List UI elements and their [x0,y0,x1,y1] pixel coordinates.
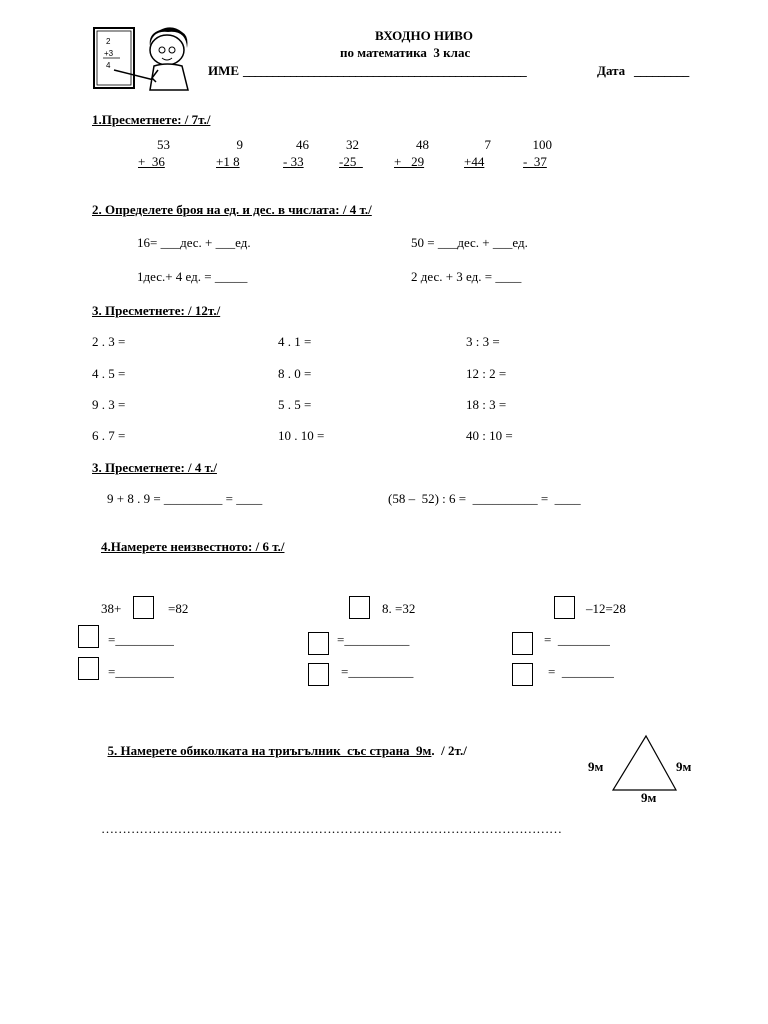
task3-r1-c2: 4 . 1 = [278,334,312,349]
date-field[interactable]: _________ [634,63,689,78]
date-label: Дата [597,63,626,78]
task4-eq3-box[interactable] [554,596,575,619]
task5-heading [101,727,467,759]
task3-r4-c3: 40 : 10 = [466,428,513,443]
task3b-heading: 3. Пресметнете: / 4 т./ [92,460,217,475]
task3-r3-c1: 9 . 3 = [92,397,126,412]
task4-b1-answer[interactable]: =__________ [337,632,410,647]
triangle-side-left: 9м [588,759,604,774]
task3-r2-c1: 4 . 5 = [92,366,126,381]
task4-a1-box[interactable] [78,625,99,648]
task3-r4-c1: 6 . 7 = [92,428,126,443]
task4-eq2-right: 8. =32 [382,601,416,616]
task4-a2-box[interactable] [78,657,99,680]
task3-r2-c2: 8 . 0 = [278,366,312,381]
task4-c2-box[interactable] [512,663,533,686]
task1-bottom-2: +1 8 [216,154,240,169]
task2-line-2: 50 = ___дес. + ___ед. [411,235,528,250]
name-label: ИМЕ [208,63,240,78]
task4-eq3-right: –12=28 [586,601,626,616]
task1-top-5: 48 [416,137,429,152]
board-line-3: 4 [106,61,111,70]
task1-bottom-3: - 33 [283,154,304,169]
task4-b2-answer[interactable]: =__________ [341,664,414,679]
task1-top-7: 100 [532,137,552,152]
task5-heading-main: 5. Намерете обиколката на триъгълник със страна 9м [107,743,432,758]
task1-top-6: 7 [484,137,491,152]
task4-a1-answer[interactable]: =_________ [108,632,174,647]
task5-heading-tail: . / 2т./ [431,743,467,758]
task1-top-2: 9 [236,137,243,152]
task3-heading: 3. Пресметнете: / 12т./ [92,303,221,318]
task1-bottom-4: -25 [339,154,363,169]
task2-line-1: 16= ___дес. + ___ед. [137,235,251,250]
triangle-figure [600,732,680,794]
task1-top-1: 53 [157,137,170,152]
name-field[interactable]: ________________________________________________ [243,63,527,78]
task4-c2-answer[interactable]: = ________ [548,664,614,679]
board-line-1: 2 [106,37,111,46]
task3-r2-c3: 12 : 2 = [466,366,507,381]
task4-c1-box[interactable] [512,632,533,655]
task4-b1-box[interactable] [308,632,329,655]
task2-line-3: 1дес.+ 4 ед. = _____ [137,269,248,284]
task4-b2-box[interactable] [308,663,329,686]
page-title: ВХОДНО НИВО [375,28,473,43]
board-line-2: +3 [104,49,114,58]
task1-bottom-6: +44 [464,154,485,169]
task4-eq1-box[interactable] [133,596,154,619]
task1-bottom-1: + 36 [138,154,165,169]
task3-r1-c1: 2 . 3 = [92,334,126,349]
task3b-expr-1: 9 + 8 . 9 = _________ = ____ [107,491,263,506]
task3-r3-c2: 5 . 5 = [278,397,312,412]
task1-top-4: 32 [346,137,359,152]
task1-top-3: 46 [296,137,309,152]
task1-bottom-5: + 29 [394,154,425,169]
task3-r1-c3: 3 : 3 = [466,334,500,349]
task5-answer-line[interactable]: ……………………………………………………………………………………………… [101,821,562,836]
task3-r4-c2: 10 . 10 = [278,428,325,443]
task2-heading: 2. Определете броя на ед. и дес. в числата: / 4 т./ [92,202,372,217]
teacher-board-illustration [92,26,196,92]
task4-eq1-right: =82 [168,601,189,616]
task3b-expr-2: (58 – 52) : 6 = __________ = ____ [388,491,581,506]
triangle-side-right: 9м [676,759,692,774]
task3-r3-c3: 18 : 3 = [466,397,507,412]
task4-a2-answer[interactable]: =_________ [108,664,174,679]
triangle-side-bottom: 9м [641,790,657,805]
task1-heading: 1.Пресметнете: / 7т./ [92,112,211,127]
page-subtitle: по математика 3 клас [340,45,471,60]
task2-line-4: 2 дес. + 3 ед. = ____ [411,269,522,284]
task4-heading: 4.Намерете неизвестното: / 6 т./ [101,539,285,554]
task1-bottom-7: - 37 [523,154,547,169]
task4-c1-answer[interactable]: = ________ [544,632,610,647]
task4-eq1-left: 38+ [101,601,122,616]
task4-eq2-box[interactable] [349,596,370,619]
